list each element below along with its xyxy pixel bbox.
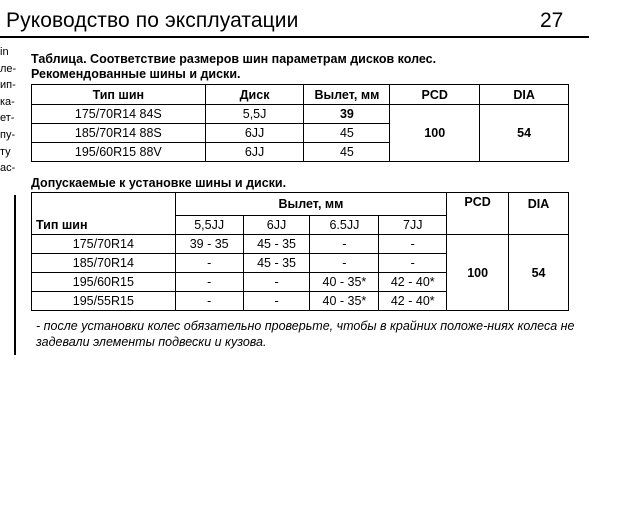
cell-tire: 195/60R15 <box>32 273 176 292</box>
cell-value: - <box>310 254 379 273</box>
cell-tire: 195/55R15 <box>32 292 176 311</box>
page-title: Руководство по эксплуатации <box>6 9 299 32</box>
cell-value: 45 - 35 <box>243 254 310 273</box>
cell-tire: 175/70R14 <box>32 235 176 254</box>
header-rim: 5,5JJ <box>175 216 243 235</box>
cell-dia: 54 <box>509 235 569 311</box>
header-disk: Диск <box>205 85 304 105</box>
header-tire: Тип шин <box>32 193 176 235</box>
header-offset: Вылет, мм <box>304 85 390 105</box>
margin-line: ет- <box>0 112 15 125</box>
cell-disk: 6JJ <box>205 124 304 143</box>
table-header-row <box>32 193 569 216</box>
cell-value: - <box>175 292 243 311</box>
allowed-tires-table <box>31 192 569 311</box>
table1-caption-line1: Таблица. Соответствие размеров шин параметрам дисков колес. <box>31 52 437 66</box>
header-offset: Вылет, мм <box>175 193 446 216</box>
cell-offset: 39 <box>304 105 390 124</box>
margin-line: ту <box>0 145 11 158</box>
cell-pcd: 100 <box>447 235 509 311</box>
cell-disk: 6JJ <box>205 143 304 162</box>
cell-disk: 5,5J <box>205 105 304 124</box>
page-number: 27 <box>540 9 564 32</box>
cell-value: 40 - 35* <box>310 292 379 311</box>
header-rim: 6.5JJ <box>310 216 379 235</box>
table1-caption <box>31 52 436 82</box>
cell-value: 42 - 40* <box>379 273 447 292</box>
cell-value: 39 - 35 <box>175 235 243 254</box>
table-row <box>32 235 569 254</box>
header-dia: DIA <box>509 193 569 235</box>
cell-value: - <box>310 235 379 254</box>
cell-offset: 45 <box>304 124 390 143</box>
cell-value: 40 - 35* <box>310 273 379 292</box>
cropped-margin-text <box>0 44 17 177</box>
cell-value: - <box>243 273 310 292</box>
cell-value: 42 - 40* <box>379 292 447 311</box>
cell-value: - <box>379 235 447 254</box>
margin-line: ас- <box>0 162 16 175</box>
cell-pcd: 100 <box>390 105 480 162</box>
table-header-row <box>32 85 569 105</box>
table-row <box>32 105 569 124</box>
cell-offset: 45 <box>304 143 390 162</box>
table1-caption-line2: Рекомендованные шины и диски. <box>31 67 241 81</box>
margin-line: ле- <box>0 62 17 75</box>
margin-line: ип- <box>0 79 16 92</box>
table2-caption: Допускаемые к установке шины и диски. <box>31 176 287 190</box>
header-pcd: PCD <box>390 85 480 105</box>
header-divider <box>0 36 589 38</box>
cell-value: - <box>175 273 243 292</box>
margin-line: ка- <box>0 95 15 108</box>
cell-tire: 195/60R15 88V <box>32 143 206 162</box>
header-rim: 6JJ <box>243 216 310 235</box>
cell-value: 45 - 35 <box>243 235 310 254</box>
cell-tire: 185/70R14 88S <box>32 124 206 143</box>
cell-value: - <box>175 254 243 273</box>
margin-vertical-rule <box>14 195 16 355</box>
cell-dia: 54 <box>480 105 569 162</box>
cell-tire: 185/70R14 <box>32 254 176 273</box>
cell-value: - <box>243 292 310 311</box>
footnote: - после установки колес обязательно проверьте, чтобы в крайних положе-ниях колеса не задевали элементы подвески и кузова. <box>36 319 575 349</box>
header-dia: DIA <box>480 85 569 105</box>
margin-line: in <box>0 46 9 58</box>
header-pcd: PCD <box>447 193 509 235</box>
header-tire: Тип шин <box>32 85 206 105</box>
header-rim: 7JJ <box>379 216 447 235</box>
recommended-tires-table <box>31 84 569 162</box>
cell-value: - <box>379 254 447 273</box>
margin-line: пу- <box>0 128 16 141</box>
cell-tire: 175/70R14 84S <box>32 105 206 124</box>
